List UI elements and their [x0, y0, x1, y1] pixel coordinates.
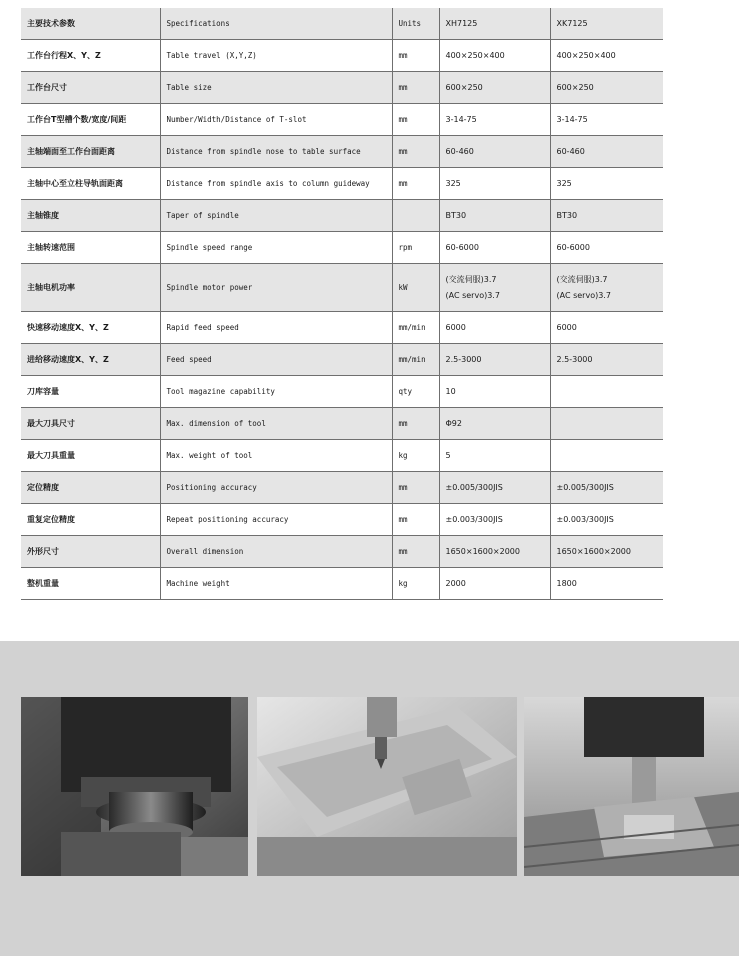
param-unit: mm	[392, 40, 439, 72]
value-xk7125: XK7125	[550, 8, 663, 40]
param-unit: kW	[392, 264, 439, 312]
param-name-cn: 主轴端面至工作台面距离	[21, 136, 160, 168]
value-xk7125: 60-460	[550, 136, 663, 168]
param-name-cn: 主轴转速范围	[21, 232, 160, 264]
param-unit: mm/min	[392, 344, 439, 376]
param-unit: kg	[392, 568, 439, 600]
value-xh7125: 600×250	[439, 72, 550, 104]
param-name-cn: 主轴电机功率	[21, 264, 160, 312]
param-name-en: Max. dimension of tool	[160, 408, 392, 440]
value-xk7125: ±0.005/300JIS	[550, 472, 663, 504]
param-name-cn: 外形尺寸	[21, 536, 160, 568]
value-xh7125: 2000	[439, 568, 550, 600]
param-name-en: Table travel (X,Y,Z)	[160, 40, 392, 72]
param-name-en: Feed speed	[160, 344, 392, 376]
param-unit: mm	[392, 136, 439, 168]
table-row	[21, 376, 663, 408]
param-name-cn: 定位精度	[21, 472, 160, 504]
param-name-cn: 工作台行程X、Y、Z	[21, 40, 160, 72]
table-row	[21, 440, 663, 472]
param-name-en: Taper of spindle	[160, 200, 392, 232]
value-xk7125: 325	[550, 168, 663, 200]
value-xh7125: 3-14-75	[439, 104, 550, 136]
table-row	[21, 200, 663, 232]
param-name-cn: 快速移动速度X、Y、Z	[21, 312, 160, 344]
value-xk7125	[550, 440, 663, 472]
param-name-cn: 重复定位精度	[21, 504, 160, 536]
param-unit: mm/min	[392, 312, 439, 344]
value-xk7125: 60-6000	[550, 232, 663, 264]
spec-table	[21, 8, 663, 600]
value-xk7125: 3-14-75	[550, 104, 663, 136]
param-name-en: Positioning accuracy	[160, 472, 392, 504]
param-name-cn: 主轴中心至立柱导轨面距离	[21, 168, 160, 200]
param-name-cn: 最大刀具重量	[21, 440, 160, 472]
param-unit: kg	[392, 440, 439, 472]
table-row	[21, 344, 663, 376]
value-xk7125: 2.5-3000	[550, 344, 663, 376]
param-unit: mm	[392, 72, 439, 104]
value-xk7125: 1650×1600×2000	[550, 536, 663, 568]
value-xk7125	[550, 264, 663, 312]
param-unit: mm	[392, 536, 439, 568]
param-name-en: Rapid feed speed	[160, 312, 392, 344]
param-name-en: Spindle motor power	[160, 264, 392, 312]
table-row	[21, 40, 663, 72]
value-xh7125: 5	[439, 440, 550, 472]
param-name-en: Specifications	[160, 8, 392, 40]
value-xh7125: 2.5-3000	[439, 344, 550, 376]
value-xh7125-line1: (交流伺服)3.7	[445, 274, 497, 284]
value-xh7125: ±0.003/300JIS	[439, 504, 550, 536]
param-unit: mm	[392, 168, 439, 200]
param-name-cn: 进给移动速度X、Y、Z	[21, 344, 160, 376]
value-xk7125: 6000	[550, 312, 663, 344]
value-xh7125: 1650×1600×2000	[439, 536, 550, 568]
param-name-en: Distance from spindle nose to table surface	[160, 136, 392, 168]
param-unit	[392, 200, 439, 232]
value-xh7125-line2: (AC servo)3.7	[445, 290, 500, 300]
param-name-en: Machine weight	[160, 568, 392, 600]
param-unit: mm	[392, 104, 439, 136]
value-xh7125: XH7125	[439, 8, 550, 40]
table-row	[21, 408, 663, 440]
param-name-cn: 刀库容量	[21, 376, 160, 408]
param-name-en: Repeat positioning accuracy	[160, 504, 392, 536]
table-row	[21, 568, 663, 600]
table-header-row	[21, 8, 663, 40]
table-row	[21, 72, 663, 104]
value-xh7125: 10	[439, 376, 550, 408]
value-xk7125-line2: (AC servo)3.7	[556, 290, 611, 300]
spindle-closeup-photo	[21, 697, 248, 876]
param-name-en: Overall dimension	[160, 536, 392, 568]
param-unit: mm	[392, 472, 439, 504]
param-unit: qty	[392, 376, 439, 408]
table-row	[21, 264, 663, 312]
param-name-en: Tool magazine capability	[160, 376, 392, 408]
table-row	[21, 168, 663, 200]
machined-workpiece-photo	[257, 697, 517, 876]
value-xh7125: Φ92	[439, 408, 550, 440]
table-row	[21, 504, 663, 536]
table-row	[21, 104, 663, 136]
param-name-en: Spindle speed range	[160, 232, 392, 264]
value-xk7125: ±0.003/300JIS	[550, 504, 663, 536]
table-row	[21, 136, 663, 168]
table-row	[21, 232, 663, 264]
value-xk7125-line1: (交流伺服)3.7	[556, 274, 608, 284]
value-xh7125: 60-6000	[439, 232, 550, 264]
param-name-cn: 主轴锥度	[21, 200, 160, 232]
value-xh7125: 60-460	[439, 136, 550, 168]
value-xk7125	[550, 376, 663, 408]
param-name-cn: 工作台尺寸	[21, 72, 160, 104]
param-name-cn: 工作台T型槽个数/宽度/间距	[21, 104, 160, 136]
value-xh7125: 6000	[439, 312, 550, 344]
param-unit: Units	[392, 8, 439, 40]
spec-table-body	[21, 8, 663, 600]
param-name-en: Distance from spindle axis to column guideway	[160, 168, 392, 200]
param-name-en: Number/Width/Distance of T-slot	[160, 104, 392, 136]
value-xh7125: BT30	[439, 200, 550, 232]
value-xk7125: BT30	[550, 200, 663, 232]
value-xk7125: 1800	[550, 568, 663, 600]
table-row	[21, 536, 663, 568]
value-xh7125: 325	[439, 168, 550, 200]
value-xh7125	[439, 264, 550, 312]
value-xh7125: ±0.005/300JIS	[439, 472, 550, 504]
value-xk7125	[550, 408, 663, 440]
value-xh7125: 400×250×400	[439, 40, 550, 72]
param-unit: mm	[392, 504, 439, 536]
param-unit: rpm	[392, 232, 439, 264]
param-name-cn: 最大刀具尺寸	[21, 408, 160, 440]
table-row	[21, 472, 663, 504]
vise-milling-photo	[524, 697, 739, 876]
param-name-en: Max. weight of tool	[160, 440, 392, 472]
param-name-en: Table size	[160, 72, 392, 104]
param-name-cn: 整机重量	[21, 568, 160, 600]
value-xk7125: 400×250×400	[550, 40, 663, 72]
value-xk7125: 600×250	[550, 72, 663, 104]
param-name-cn: 主要技术参数	[21, 8, 160, 40]
table-row	[21, 312, 663, 344]
param-unit: mm	[392, 408, 439, 440]
